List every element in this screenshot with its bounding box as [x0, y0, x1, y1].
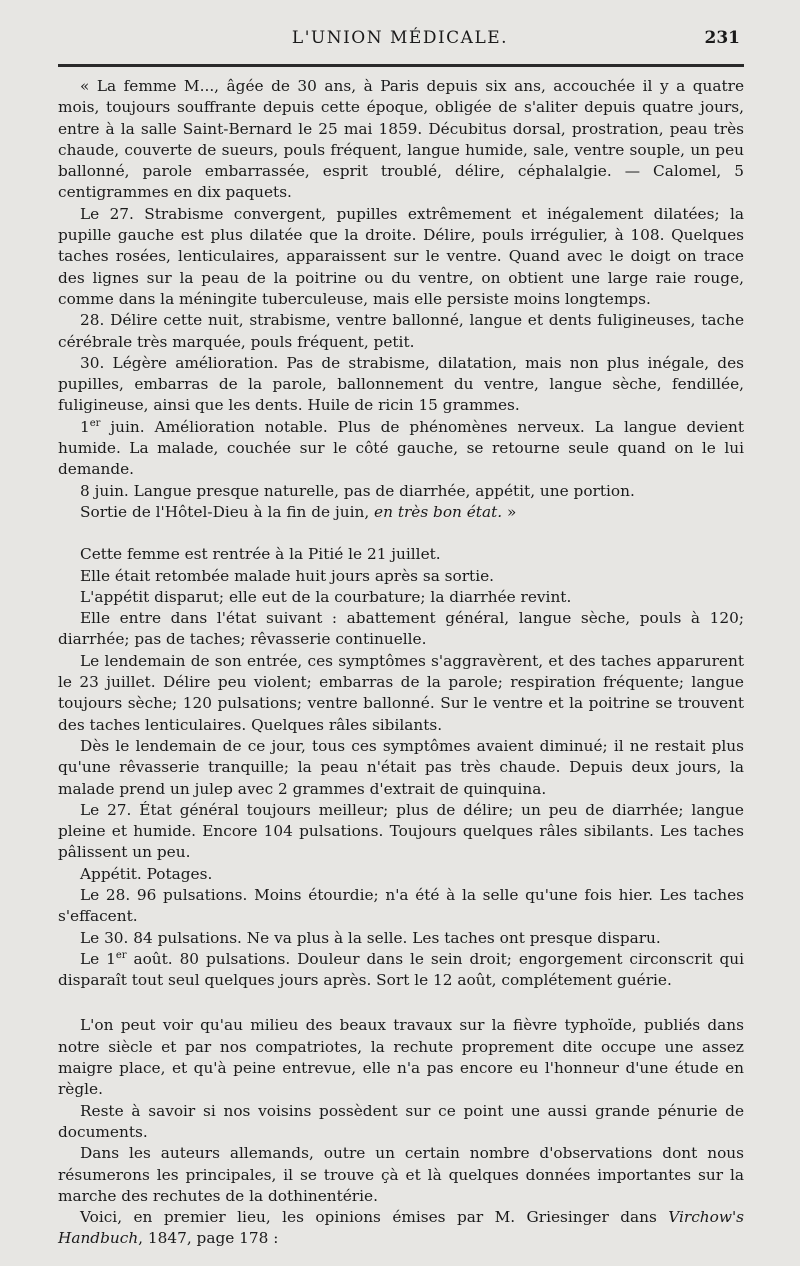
paragraph: Elle entre dans l'état suivant : abattement général, langue sèche, pouls à 120; diarrhée; pas de taches; rêvasserie continuelle. [58, 609, 744, 649]
text-run: » [502, 502, 517, 521]
paragraph [58, 949, 744, 992]
text-run: juin. Amélioration notable. Plus de phénomènes nerveux. La langue devient humide. La malade, couchée sur le côté gauche, se retourne seule quand on le lui demande. [58, 417, 744, 479]
page-header [60, 28, 740, 54]
paragraph: Dans les auteurs allemands, outre un certain nombre d'observations dont nous résumerons les principales, il se trouve çà et là quelques données importantes sur la marche des rechutes de la dothinentérie. [58, 1144, 744, 1205]
text-run: août. 80 pulsations. Douleur dans le sein droit; engorgement circonscrit qui disparaît tout seul quelques jours après. Sort le 12 août, complétement guérie. [58, 949, 744, 990]
paragraph: 28. Délire cette nuit, strabisme, ventre ballonné, langue et dents fuligineuses, tache cérébrale très marquée, pouls fréquent, petit. [58, 311, 744, 351]
paragraph: Le 27. Strabisme convergent, pupilles extrêmement et inégalement dilatées; la pupille gauche est plus dilatée que la droite. Délire, pouls irrégulier, à 108. Quelques taches rosées, lenticulaires, apparaissent sur le ventre. Quand avec le doigt on trace des lignes sur la peau de la poitrine ou du ventre, on obtient une large raie rouge, comme dans la méningite tuberculeuse, mais elle persiste moins longtemps. [58, 204, 744, 308]
text-run: , 1847, page 178 : [138, 1229, 279, 1248]
paragraph: 30. Légère amélioration. Pas de strabisme, dilatation, mais non plus inégale, des pupilles, embarras de la parole, ballonnement du ventre, langue sèche, fendillée, fuligineuse, ainsi que les dents. Huile de ricin 15 grammes. [58, 353, 744, 415]
paragraph: Dès le lendemain de ce jour, tous ces symptômes avaient diminué; il ne restait plus qu'une rêvasserie tranquille; la peau n'était pas très chaude. Depuis deux jours, la malade prend un julep avec 2 grammes d'extrait de quinquina. [58, 736, 744, 798]
paragraph: Le lendemain de son entrée, ces symptômes s'aggravèrent, et des taches apparurent le 23 juillet. Délire peu violent; embarras de la parole; respiration fréquente; langue toujours sèche; 120 pulsations; ventre ballonné. Sur le ventre et la poitrine se trouvent des taches lenticulaires. Quelques râles sibilants. [58, 651, 744, 734]
italic-run: en très bon état. [374, 502, 503, 521]
paragraph: Le 27. État général toujours meilleur; plus de délire; un peu de diarrhée; langue pleine et humide. Encore 104 pulsations. Toujours quelques râles sibilants. Les taches pâlissent un peu. [58, 800, 744, 862]
italic-run: Virchow's Handbuch [58, 1208, 744, 1248]
paragraph: Elle était retombée malade huit jours après sa sortie. [80, 566, 495, 585]
header-rule [58, 64, 744, 67]
paragraph: Appétit. Potages. [80, 864, 213, 883]
page-number: 231 [704, 28, 740, 48]
paragraph: Le 30. 84 pulsations. Ne va plus à la selle. Les taches ont presque disparu. [80, 928, 661, 947]
superscript: er [115, 949, 127, 961]
running-title: L'UNION MÉDICALE. [291, 28, 509, 48]
text-run: Voici, en premier lieu, les opinions émises par M. Griesinger dans [80, 1208, 669, 1227]
body-text [58, 76, 744, 1250]
paragraph: L'appétit disparut; elle eut de la courbature; la diarrhée revint. [80, 587, 572, 606]
superscript: er [89, 417, 101, 429]
paragraph: L'on peut voir qu'au milieu des beaux travaux sur la fièvre typhoïde, publiés dans notre siècle et par nos compatriotes, la rechute proprement dite occupe une assez maigre place, et qu'à peine entrevue, elle n'a pas encore eu l'honneur d'une étude en règle. [58, 1016, 744, 1099]
paragraph: « La femme M..., âgée de 30 ans, à Paris depuis six ans, accouchée il y a quatre mois, toujours souffrante depuis cette époque, obligée de s'aliter depuis quatre jours, entre à la salle Saint-Bernard le 25 mai 1859. Décubitus dorsal, prostration, peau très chaude, couverte de sueurs, pouls fréquent, langue humide, sale, ventre souple, un peu ballonné, parole embarrassée, esprit troublé, délire, céphalalgie. — Calomel, 5 centigrammes en dix paquets. [58, 77, 744, 202]
paragraph: Reste à savoir si nos voisins possèdent sur ce point une aussi grande pénurie de documents. [58, 1101, 744, 1141]
paragraph: 8 juin. Langue presque naturelle, pas de diarrhée, appétit, une portion. [80, 481, 635, 500]
paragraph: Le 28. 96 pulsations. Moins étourdie; n'a été à la selle qu'une fois hier. Les taches s'effacent. [58, 885, 744, 926]
paragraph: Cette femme est rentrée à la Pitié le 21 juillet. [80, 545, 441, 564]
text-run: Le 1 [80, 949, 116, 968]
paragraph [58, 502, 744, 523]
text-run: Sortie de l'Hôtel-Dieu à la fin de juin, [80, 502, 375, 521]
paragraph [58, 1207, 744, 1250]
text-run: 1 [80, 417, 90, 436]
paragraph [58, 417, 744, 481]
